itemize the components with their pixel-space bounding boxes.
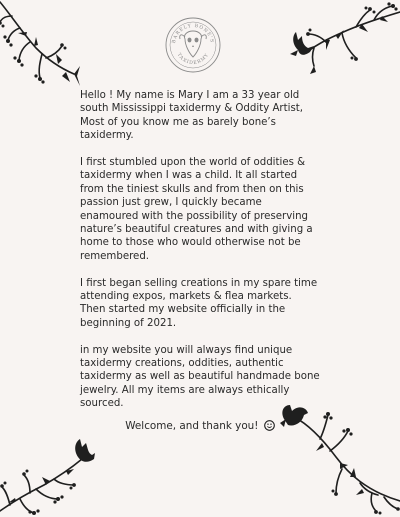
- paragraph-selling: I first began selling creations in my spare time attending expos, markets & flea markets. Then started my website officially in the beginning of 2021.: [80, 277, 318, 329]
- bottom-right-branch-decoration: [280, 397, 400, 517]
- top-right-branch-decoration: [290, 0, 400, 75]
- closing-text: Welcome, and thank you!: [125, 420, 259, 432]
- logo-text-bottom: TAXIDERMY: [175, 52, 211, 67]
- branch-icon: [290, 0, 400, 75]
- paragraph-story: I first stumbled upon the world of oddities & taxidermy when I was a child. It all started from the tiniest skulls and from then on this passion just grew, I quickly became enamoured with the possibility of preserving nature’s beautiful creatures and with giving a home to those who would otherwise not be remembered.: [80, 157, 313, 262]
- bottom-left-branch-decoration: [0, 427, 95, 517]
- paragraph-intro: Hello ! My name is Mary I am a 33 year old south Mississippi taxidermy & Oddity Artist, Most of you know me as barely bone’s taxidermy.: [80, 90, 303, 142]
- top-left-branch-decoration: [0, 0, 82, 90]
- smiley-face-icon: [264, 420, 275, 435]
- logo-text-top: BARELY BONE'S: [172, 23, 214, 44]
- brand-logo: [165, 17, 221, 73]
- paragraph-website: in my website you will always find unique taxidermy creations, oddities, authentic taxidermy as well as beautiful handmade bone jewelry. All my items are always ethically sourced.: [80, 344, 320, 410]
- branch-icon: [0, 427, 95, 517]
- about-text: [80, 89, 320, 424]
- animal-skull-icon: [165, 17, 221, 73]
- branch-icon: [280, 397, 400, 517]
- bird-icon: [75, 439, 95, 462]
- svg-text:BARELY BONE'S: [171, 23, 215, 44]
- svg-text:TAXIDERMY: [176, 52, 211, 66]
- branch-icon: [0, 0, 82, 90]
- bird-icon: [290, 32, 314, 56]
